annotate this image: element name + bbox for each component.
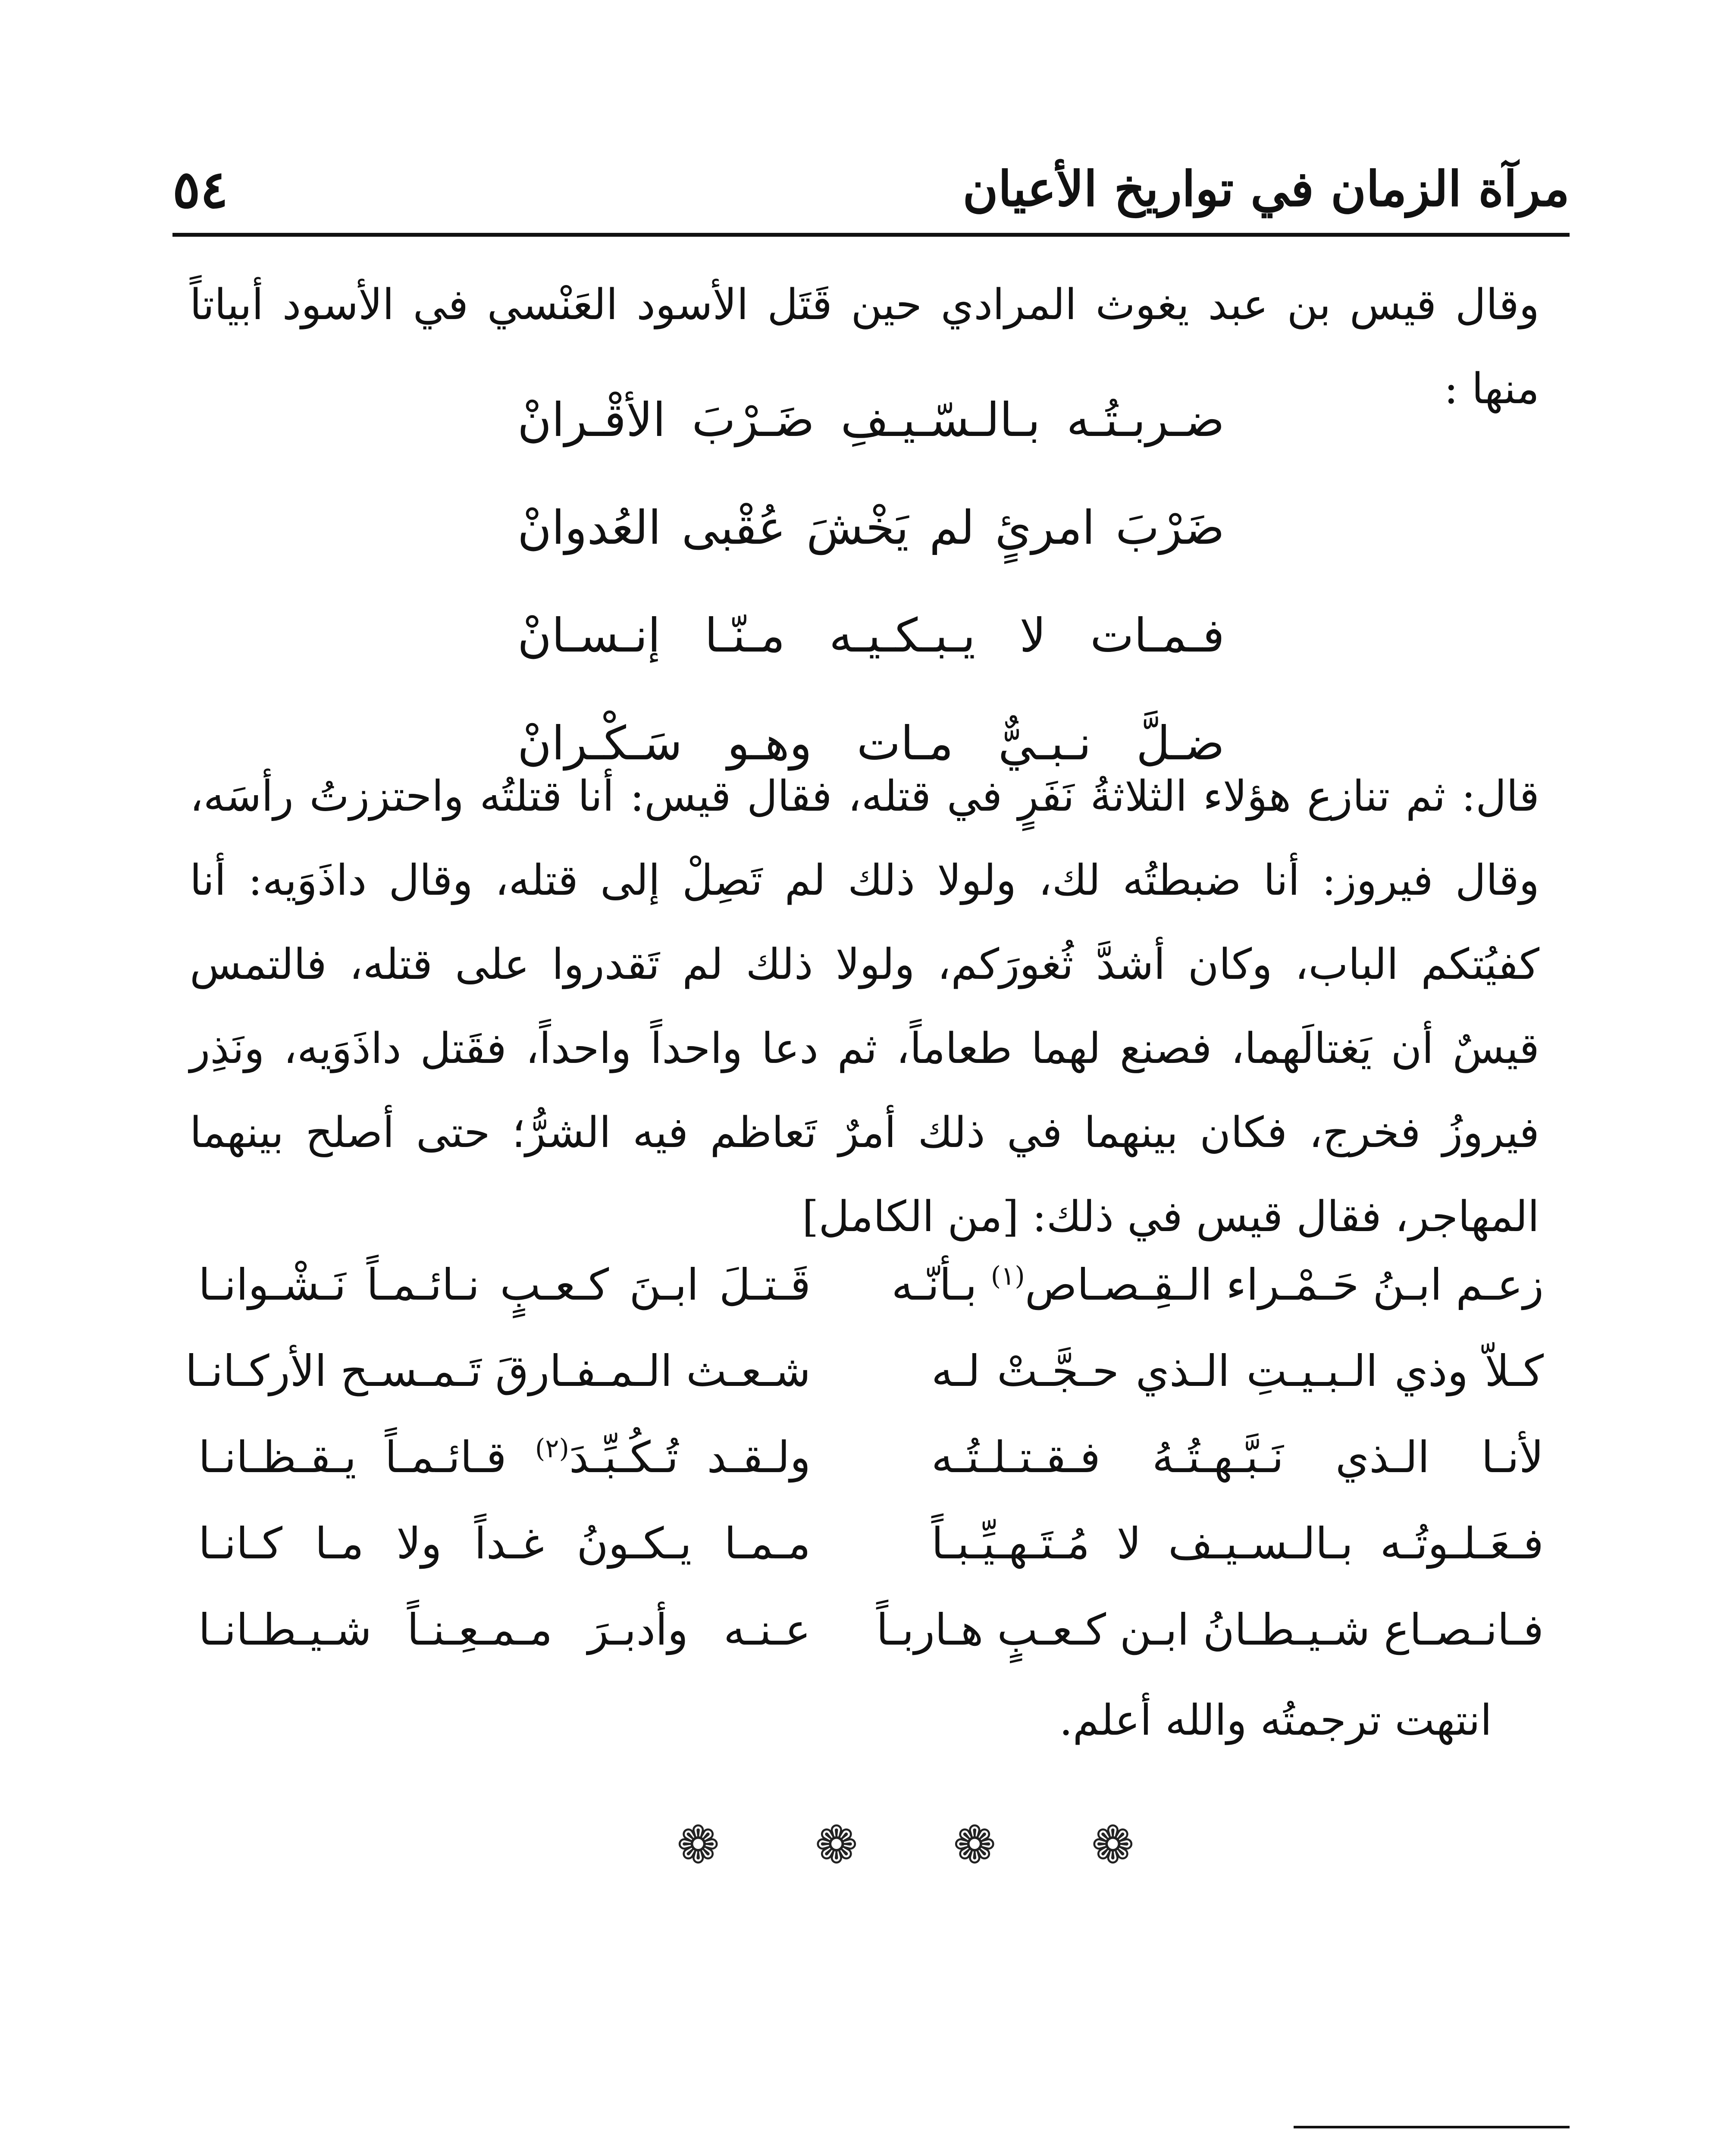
verse-row [198, 1414, 1544, 1501]
verse-text: بـأنّـه [891, 1260, 991, 1310]
poem-line: ضَرْبَ امرئٍ لم يَخْشَ عُقْبى العُدوانْ [517, 501, 1225, 555]
verse-text: قـائـمـاً يـقـظـانـا [198, 1432, 535, 1482]
narrative-paragraph: قال: ثم تنازع هؤلاء الثلاثةُ نَفَرٍ في قتله، فقال قيس: أنا قتلتُه واحتززتُ رأسَه، وقال فيروز: أنا ضبطتُه لك، ولولا ذلك لم تَصِلْ إلى قتله، وقال داذَوَيه: أنا كفيُتكم الباب، وكان أشدَّ ثُغورَكم، ولولا ذلك لم تَقدروا على قتله، فالتمس قيسٌ أن يَغتالَهما، فصنع لهما طعاماً، ثم دعا واحداً واحداً، فقَتل داذَوَيه، ونَذِر فيروزُ فخرج، فكان بينهما في ذلك أمرٌ تَعاظم فيه الشرُّ؛ حتى أصلح بينهما المهاجر، فقال قيس في ذلك: [من الكامل] [190, 772, 1539, 1241]
verse-second-half [198, 1414, 811, 1501]
flower-ornament-icon: ❁ [676, 1815, 720, 1875]
footnotes [185, 2152, 1557, 2156]
verse-first-half: فـانـصـاع شـيـطـانُ ابـن كـعـبٍ هـاربـاً [876, 1604, 1544, 1655]
verse-first-half [891, 1242, 1544, 1328]
verse-second-half: شـعـث الـمـفـارقَ تَـمـسـح الأركـانـا [185, 1346, 811, 1396]
footnote-marker: (٢) [535, 1433, 569, 1464]
verse-second-half: عـنـه وأدبـرَ مـمـعِـنـاً شـيـطـانـا [198, 1604, 811, 1655]
intro-paragraph: وقال قيس بن عبد يغوث المرادي حين قَتَل الأسود العَنْسي في الأسود أبياتاً منها : [190, 280, 1539, 414]
page-number: ٥٤ [172, 159, 228, 220]
poem-line: ضـلَّ نـبـيٌّ مـات وهـو سَـكْـرانْ [517, 717, 1225, 771]
flower-ornament-icon: ❁ [953, 1815, 997, 1875]
verse-first-half: كـلاّ وذي الـبـيـتِ الـذي حـجَّـتْ لـه [931, 1346, 1544, 1396]
footnote-separator [1294, 2126, 1570, 2128]
verse-text: ولـقـد تُـكُـبِّـدَ [569, 1432, 811, 1482]
flower-ornament-icon: ❁ [815, 1815, 858, 1875]
poem-first [517, 367, 1225, 798]
verse-first-half: فـعَـلـوتُـه بـالـسـيـف لا مُـتَـهـيِّـبـاً [931, 1518, 1544, 1569]
verse-row [185, 1328, 1544, 1414]
verse-text: زعـم ابـنُ حَـمْـراء الـقِـصـاص [1025, 1260, 1544, 1310]
footnote-marker: (١) [990, 1261, 1025, 1291]
verse-first-half: لأنـا الـذي نَـبَّـهـتُـهُ فـقـتـلـتُـه [931, 1432, 1544, 1482]
running-title: مرآة الزمان في تواريخ الأعيان [962, 161, 1570, 217]
verse-row [198, 1242, 1544, 1328]
flower-ornament-icon: ❁ [1091, 1815, 1135, 1875]
verse-row [198, 1587, 1544, 1673]
closing-line: انتهت ترجمتُه والله أعلم. [1059, 1696, 1492, 1745]
poem-line: ضـربـتُـه بـالـسّـيـفِ ضَـرْبَ الأقْـرانْ [517, 393, 1225, 447]
footnote-1 [185, 2152, 1557, 2156]
page-header [172, 129, 1570, 237]
section-divider [561, 1802, 1250, 1889]
poem-line: فـمـات لا يـبـكـيـه مـنّـا إنـسـانْ [517, 609, 1225, 663]
verse-row [198, 1501, 1544, 1587]
verse-second-half: قَـتـلَ ابـنَ كـعـبٍ نـائـمـاً نَـشْـوانـا [198, 1260, 811, 1310]
verse-second-half: مـمـا يـكـونُ غـداً ولا مـا كـانـا [198, 1518, 811, 1569]
poem-second [185, 1242, 1544, 1673]
